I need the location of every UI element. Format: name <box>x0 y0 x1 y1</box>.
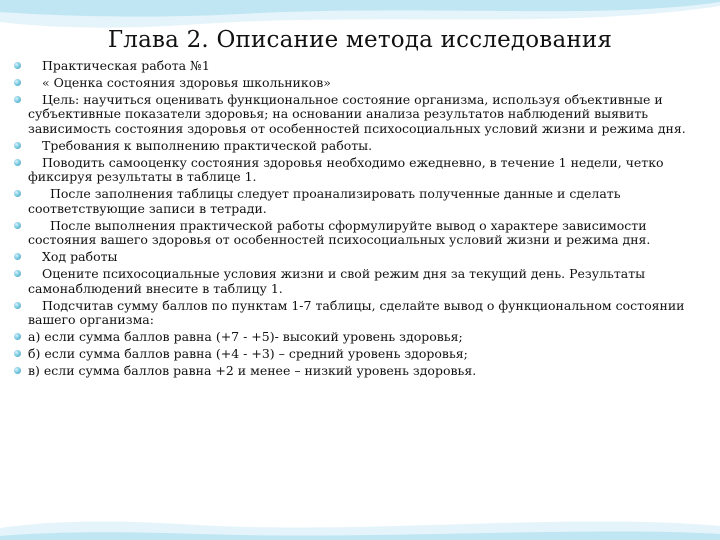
list-item <box>14 364 714 379</box>
bullet-circle-icon <box>14 159 21 166</box>
list-item <box>14 156 714 185</box>
slide-title: Глава 2. Описание метода исследования <box>107 27 613 53</box>
bullet-circle-icon <box>14 96 21 103</box>
bullet-circle-icon <box>14 270 21 277</box>
list-item <box>14 93 714 137</box>
list-item-text: Ход работы <box>42 249 118 265</box>
list-item <box>14 250 714 265</box>
list-item <box>14 187 714 216</box>
list-item-text: После заполнения таблицы следует проанализировать полученные данные и сделать соответствующие записи в тетради. <box>28 186 621 216</box>
list-item <box>14 59 714 74</box>
list-item-text: Цель: научиться оценивать функциональное состояние организма, используя объективные и субъективные показатели здоровья; на основании анализа результатов наблюдений выявить зависимость состояния здоровья от особенностей психосоциальных условий жизни и режима дня. <box>28 91 686 136</box>
list-item-text: Подсчитав сумму баллов по пунктам 1-7 таблицы, сделайте вывод о функциональном состоянии вашего организма: <box>28 297 685 328</box>
list-item <box>14 219 714 248</box>
list-item-text: Оцените психосоциальные условия жизни и свой режим дня за текущий день. Результаты самонаблюдений внесите в таблицу 1. <box>28 266 646 296</box>
list-item <box>14 330 714 345</box>
list-item <box>14 267 714 296</box>
bullet-circle-icon <box>14 302 21 309</box>
bullet-circle-icon <box>14 79 21 86</box>
list-item-text: « Оценка состояния здоровья школьников» <box>42 74 331 90</box>
list-item-text: Поводить самооценку состояния здоровья необходимо ежедневно, в течение 1 недели, четко фиксируя результаты в таблице 1. <box>28 154 664 185</box>
bullet-circle-icon <box>14 367 21 374</box>
bullet-circle-icon <box>14 253 21 260</box>
list-item-text: Практическая работа №1 <box>42 58 210 73</box>
bullet-circle-icon <box>14 190 21 197</box>
list-item-text: а) если сумма баллов равна (+7 - +5)- высокий уровень здоровья; <box>28 329 463 345</box>
bottom-wave-decoration <box>0 490 720 540</box>
list-item <box>14 347 714 362</box>
list-item <box>14 139 714 154</box>
list-item-text: После выполнения практической работы сформулируйте вывод о характере зависимости состояния вашего здоровья от особенностей психосоциальных условий жизни и режима дня. <box>28 217 651 248</box>
bullet-circle-icon <box>14 333 21 340</box>
bullet-circle-icon <box>14 350 21 357</box>
list-item-text: б) если сумма баллов равна (+4 - +3) – средний уровень здоровья; <box>28 345 468 361</box>
list-item-text: Требования к выполнению практической работы. <box>42 137 373 153</box>
list-item <box>14 299 714 328</box>
bullet-circle-icon <box>14 62 21 69</box>
list-item <box>14 76 714 91</box>
bullet-circle-icon <box>14 142 21 149</box>
content-list <box>14 59 714 381</box>
bullet-circle-icon <box>14 222 21 229</box>
list-item-text: в) если сумма баллов равна +2 и менее – низкий уровень здоровья. <box>28 362 477 378</box>
